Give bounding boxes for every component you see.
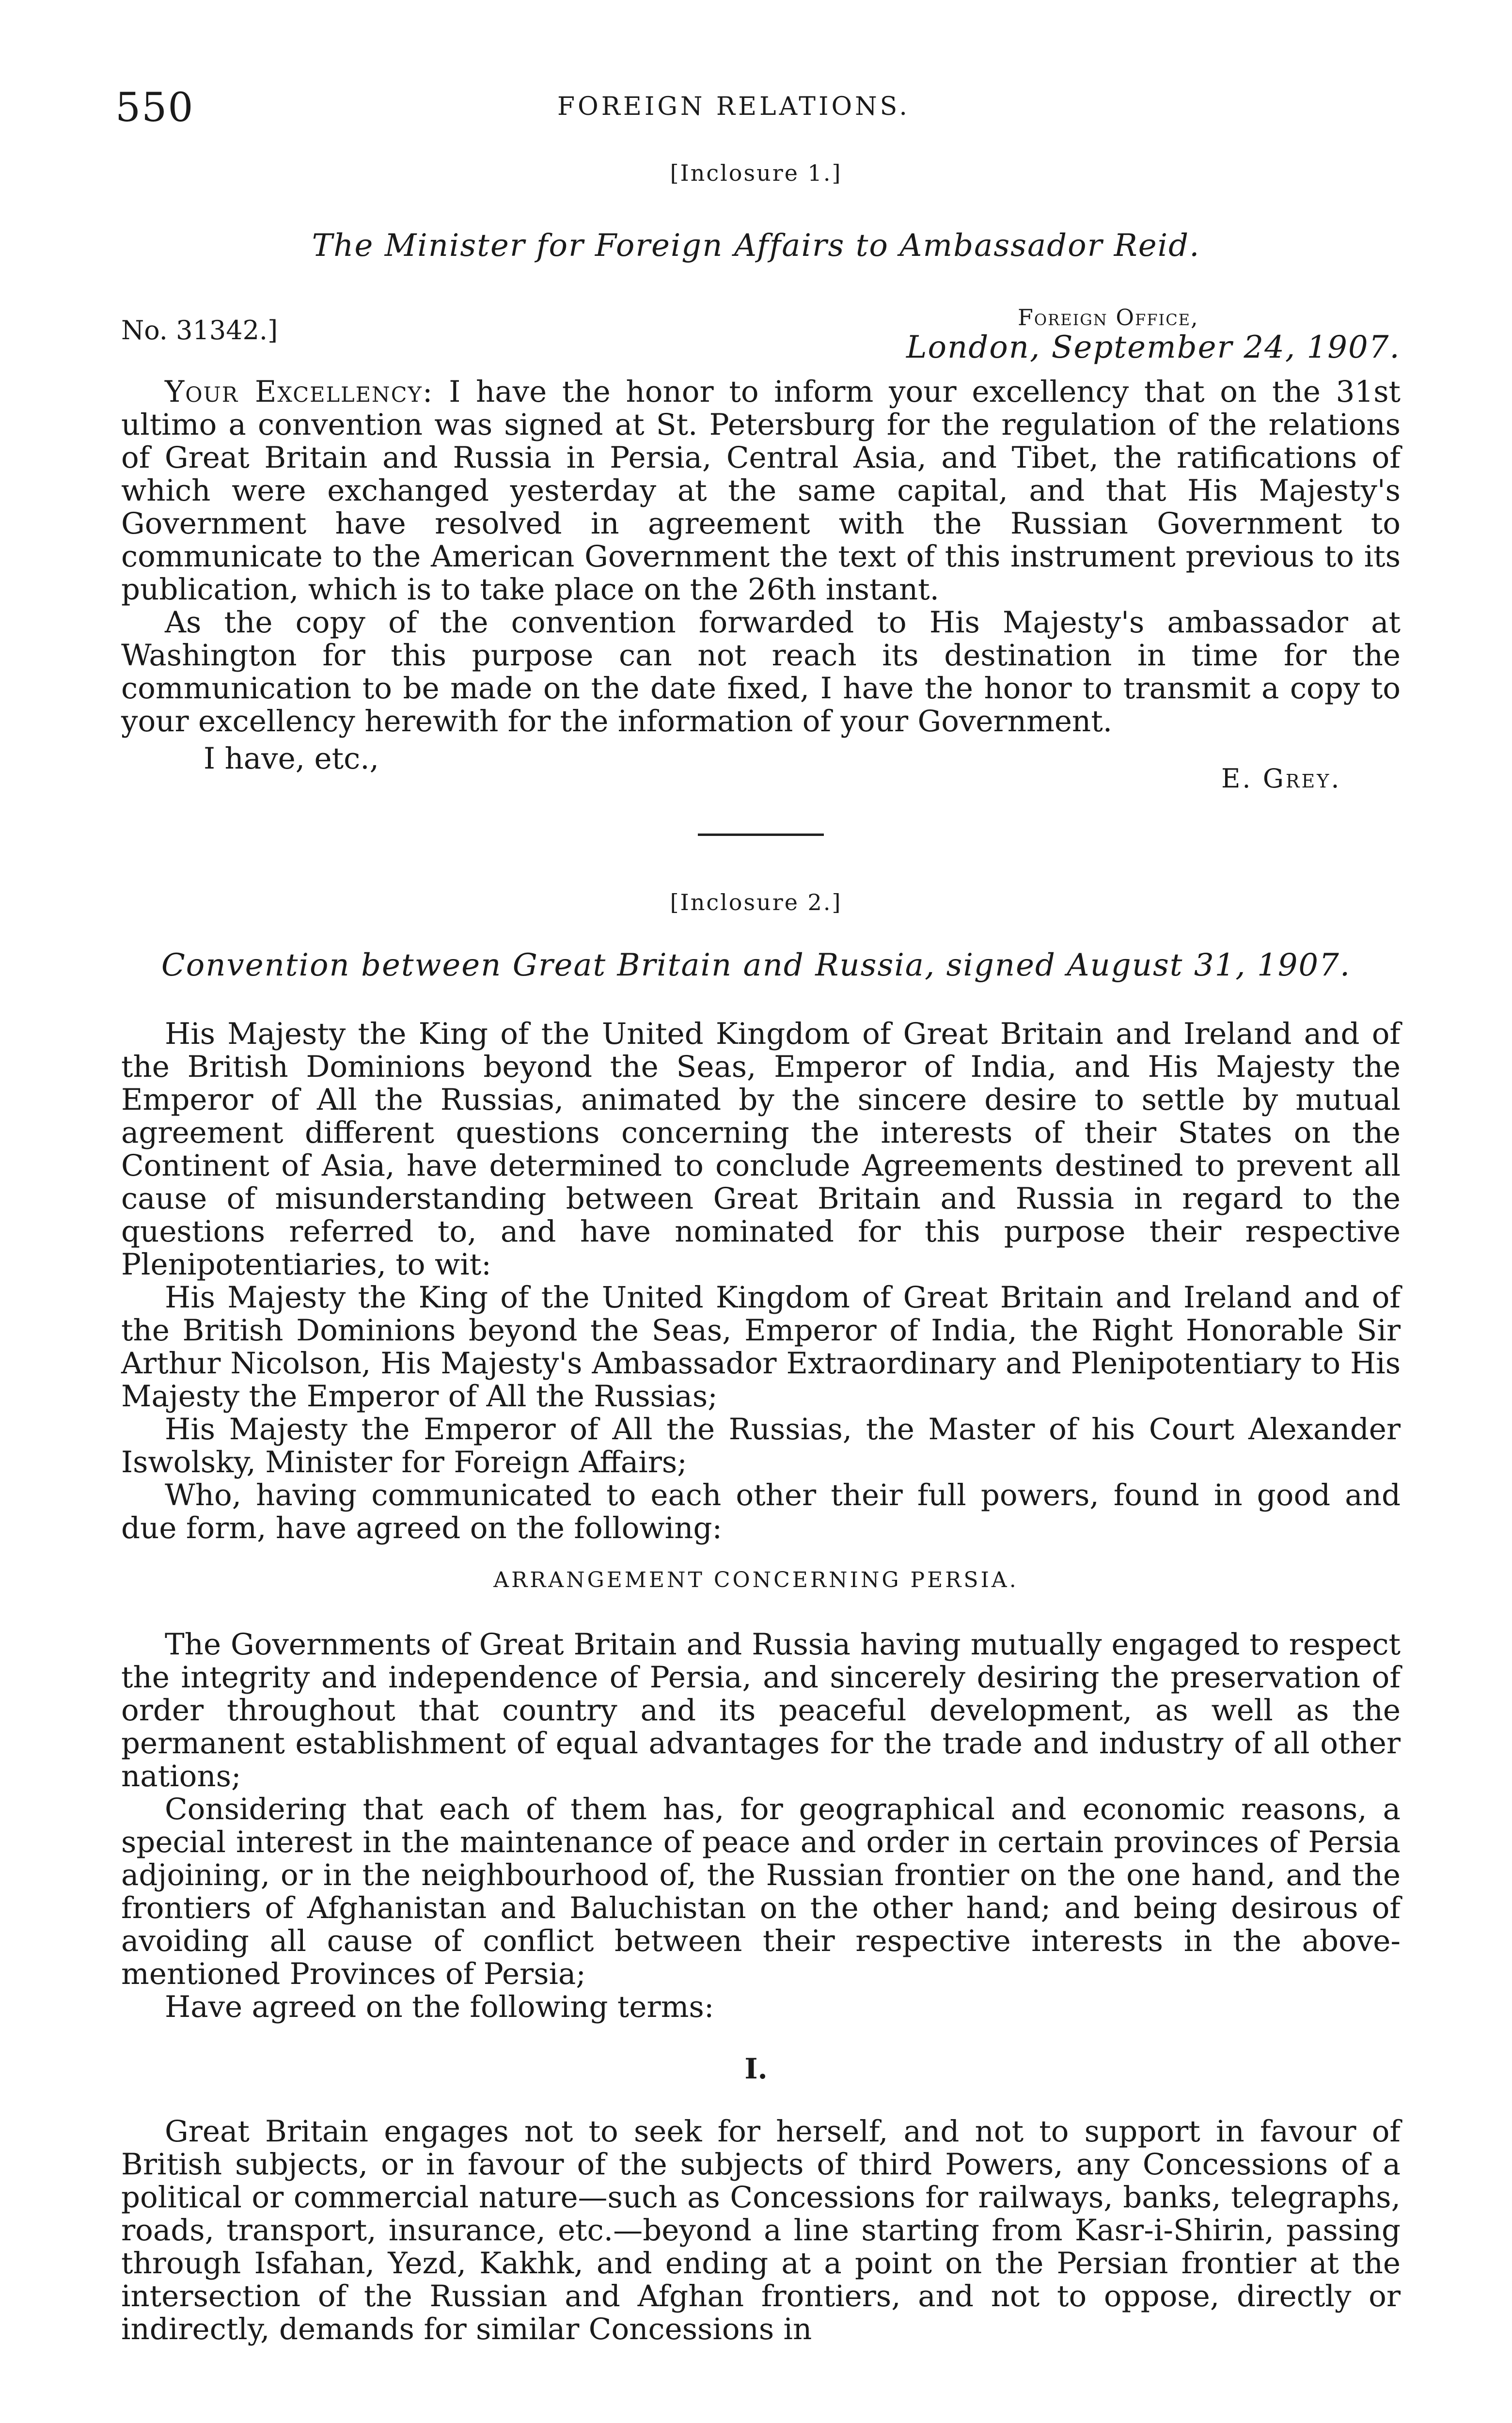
- preamble-paragraph: His Majesty the King of the United Kingdom of Great Britain and Ireland and of the British Dominions beyond the Seas, Emperor of India, the Right Honorable Sir Arthur Nicolson, His Majesty's Ambassador Extraordinary and Plenipotentiary to His Majesty the Emperor of All the Russias;: [121, 1280, 1401, 1414]
- preamble-paragraph: His Majesty the King of the United Kingdom of Great Britain and Ireland and of the British Dominions beyond the Seas, Emperor of India, and His Majesty the Emperor of All the Russias, animated by the sincere desire to settle by mutual agreement different questions concerning the interests of their States on the Continent of Asia, have determined to conclude Agreements destined to prevent all cause of misunderstanding between Great Britain and Russia in regard to the questions referred to, and have nominated for this purpose their respective Plenipotentiaries, to wit:: [121, 1017, 1401, 1282]
- persia-paragraph: Considering that each of them has, for geographical and economic reasons, a special interest in the maintenance of peace and order in certain provinces of Persia adjoining, or in the neighbourhood of, the Russian frontier on the one hand, and the frontiers of Afghanistan and Baluchistan on the other hand; and being desirous of avoiding all cause of conflict between their respective interests in the above-mentioned Provinces of Persia;: [121, 1792, 1401, 1991]
- signature: E. Grey.: [1221, 763, 1341, 794]
- office-name: Foreign Office,: [1018, 304, 1199, 330]
- closing: I have, etc.,: [204, 741, 379, 776]
- article-body: [121, 2115, 1401, 2346]
- article-paragraph: Great Britain engages not to seek for herself, and not to support in favour of British subjects, or in favour of the subjects of third Powers, any Concessions of a political or commercial nature—such as Concessions for railways, banks, telegraphs, roads, transport, insurance, etc.—beyond a line starting from Kasr-i-Shirin, passing through Isfahan, Yezd, Kakhk, and ending at a point on the Persian frontier at the intersection of the Russian and Afghan frontiers, and not to oppose, directly or indirectly, demands for similar Concessions in: [121, 2114, 1401, 2346]
- letter-paragraph: As the copy of the convention forwarded to His Majesty's ambassador at Washington for this purpose can not reach its destination in time for the communication to be made on the date fixed, I have the honor to transmit a copy to your excellency herewith for the information of your Government.: [121, 605, 1401, 739]
- letter-text: I have the honor to inform your excellency that on the 31st ultimo a convention was signed at St. Petersburg for the regulation of the relations of Great Britain and Russia in Persia, Central Asia, and Tibet, the ratifications of which were exchanged yesterday at the same capital, and that His Majesty's Government have resolved in agreement with the Russian Government to communicate to the American Government the text of this instrument previous to its publication, which is to take place on the 26th instant.: [121, 375, 1401, 607]
- convention-preamble: [121, 1018, 1401, 1545]
- place-date: London, September 24, 1907.: [906, 330, 1401, 365]
- page-number: 550: [115, 85, 194, 131]
- persia-paragraph: Have agreed on the following terms:: [165, 1990, 714, 2024]
- letter-body: [121, 376, 1401, 738]
- persia-paragraph: The Governments of Great Britain and Russia having mutually engaged to respect the integrity and independence of Persia, and sincerely desiring the preservation of order throughout that country and its peaceful development, as well as the permanent establishment of equal advantages for the trade and industry of all other nations;: [121, 1627, 1401, 1794]
- section-heading: ARRANGEMENT CONCERNING PERSIA.: [493, 1568, 1019, 1592]
- inclosure-2-label: [Inclosure 2.]: [670, 889, 842, 915]
- inclosure-1-label: [Inclosure 1.]: [670, 160, 842, 186]
- salutation: Your Excellency:: [165, 375, 434, 409]
- inclosure-1-title: The Minister for Foreign Affairs to Ambassador Reid.: [312, 228, 1200, 264]
- preamble-paragraph: His Majesty the Emperor of All the Russias, the Master of his Court Alexander Iswolsky, Minister for Foreign Affairs;: [121, 1412, 1401, 1479]
- persia-arrangement: [121, 1628, 1401, 2024]
- convention-title: Convention between Great Britain and Russia, signed August 31, 1907.: [161, 947, 1351, 983]
- running-title: FOREIGN RELATIONS.: [557, 92, 910, 121]
- article-number: I.: [744, 2052, 768, 2085]
- letter-paragraph: [121, 376, 1401, 606]
- section-divider: [698, 834, 824, 836]
- preamble-paragraph: Who, having communicated to each other their full powers, found in good and due form, have agreed on the following:: [121, 1478, 1401, 1545]
- reference-number: No. 31342.]: [121, 315, 278, 346]
